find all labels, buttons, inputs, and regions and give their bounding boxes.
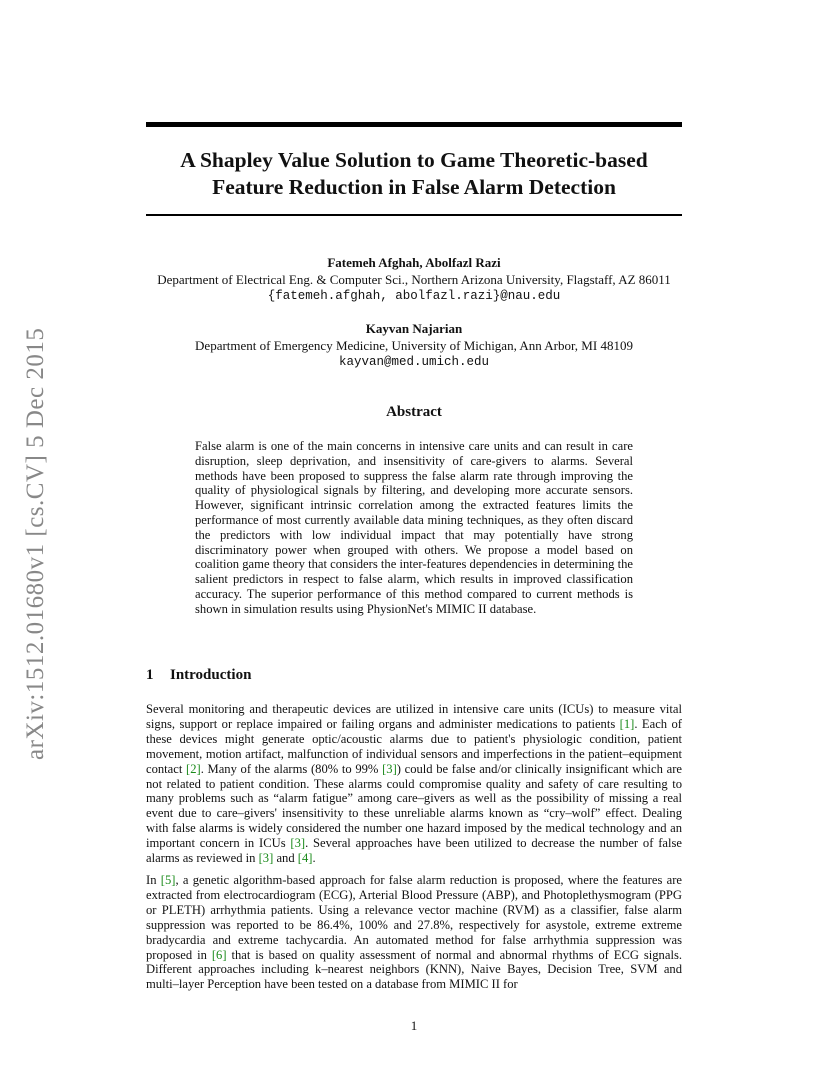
abstract-text: False alarm is one of the main concerns in intensive care units and can result in care disruption, sleep deprivation, and insensitivity of care-givers to alarms. Several methods have been proposed to suppress the false alarm rate through improving the quality of physiological signals by filtering, and developing more accurate sensors. However, significant intrinsic correlation among the extracted features limits the performance of most currently available data mining techniques, as they often discard the predictors with low individual impact that may potentially have strong discriminatory power when grouped with others. We propose a model based on coalition game theory that considers the inter-features dependencies in determining the salient predictors in respect to false alarm, which results in improved classification accuracy. The superior performance of this method compared to current methods is shown in simulation results using PhysionNet's MIMIC II database.: [195, 439, 633, 616]
citation-link[interactable]: [5]: [160, 873, 176, 887]
citation-link[interactable]: [3]: [290, 836, 306, 851]
text-run: Several monitoring and therapeutic devices are utilized in intensive care units (ICUs) to measure vital signs, support or replace impaired or failing organs and administer medications to patients: [146, 702, 682, 731]
citation-link[interactable]: [3]: [382, 761, 397, 776]
citation-link[interactable]: [1]: [619, 716, 635, 731]
author-email-2: kayvan@med.umich.edu: [338, 355, 490, 369]
author-block-1: [100, 255, 728, 305]
citation-link[interactable]: [4]: [297, 851, 313, 866]
arxiv-stamp: arXiv:1512.01680v1 [cs.CV] 5 Dec 2015: [22, 327, 49, 760]
author-email-1: {fatemeh.afghah, abolfazl.razi}@nau.edu: [267, 289, 561, 303]
author-names-2: Kayvan Najarian: [365, 321, 463, 336]
text-run: . Many of the alarms (80% to 99%: [200, 761, 383, 776]
paper-title: [146, 147, 682, 201]
text-run: and: [273, 851, 298, 866]
citation-link[interactable]: [2]: [186, 761, 201, 776]
text-run: that is based on quality assessment of normal and abnormal rhythms of ECG signals. Different approaches including k–nearest neighbors (KNN), Naive Bayes, Decision Tree, SVM and multi–layer Perception have been tested on a database from MIMIC II for: [146, 947, 682, 992]
title-line-1: A Shapley Value Solution to Game Theoretic-based: [180, 148, 648, 172]
text-run: In: [146, 873, 161, 887]
citation-link[interactable]: [6]: [211, 947, 227, 962]
text-run: , a genetic algorithm-based approach for false alarm reduction is proposed, where the features are extracted from electrocardiogram (ECG), Arterial Blood Pressure (ABP), and Photoplethysmogram (PPG or PLETH) arrhythmia patients. Using a relevance vector machine (RVM) as a classifier, false alarm suppression was reported to be 86.4%, 100% and 27.8%, respectively for asystole, extreme extreme bradycardia and extreme tachycardia. An automated method for false arrhythmia suppression was proposed in: [146, 873, 682, 962]
text-run: ) could be false and/or clinically insignificant which are not related to patient condition. These alarms could compromise quality and safety of care resulting to many problems such as “alarm fatigue” among care–givers as well as the possibility of missing a real event due to care–givers' insensitivity to these unreliable alarms known as “cry–wolf” effect. Dealing with false alarms is widely considered the number one hazard imposed by the medical technology and an important concern in ICUs: [146, 761, 682, 851]
section-number: 1: [146, 667, 154, 683]
section-heading: [146, 667, 251, 684]
author-block-2: [100, 321, 728, 371]
author-affiliation-2: Department of Emergency Medicine, University of Michigan, Ann Arbor, MI 48109: [195, 337, 633, 353]
citation-link[interactable]: [3]: [258, 851, 274, 866]
section-title: Introduction: [170, 667, 252, 683]
author-names-1: Fatemeh Afghah, Abolfazl Razi: [327, 255, 501, 270]
page-number: 1: [410, 1018, 418, 1033]
text-run: .: [312, 851, 316, 866]
intro-paragraph-1: [146, 702, 682, 866]
text-run: . Several approaches have been utilized to decrease the number of false alarms as reviewed in: [146, 836, 682, 866]
author-affiliation-1: Department of Electrical Eng. & Computer Sci., Northern Arizona University, Flagstaff, AZ 86011: [157, 271, 671, 287]
text-run: . Each of these devices might generate optic/acoustic alarms due to patient's physiologic condition, patient movement, motion artifact, malfunction of individual sensors and imperfections in the patient–equipment contact: [146, 716, 682, 776]
abstract-heading: Abstract: [386, 404, 442, 420]
title-line-2: Feature Reduction in False Alarm Detection: [212, 175, 616, 199]
intro-paragraph-2: [146, 873, 682, 992]
title-rule-top: [146, 122, 682, 127]
title-rule-bottom: [146, 214, 682, 216]
